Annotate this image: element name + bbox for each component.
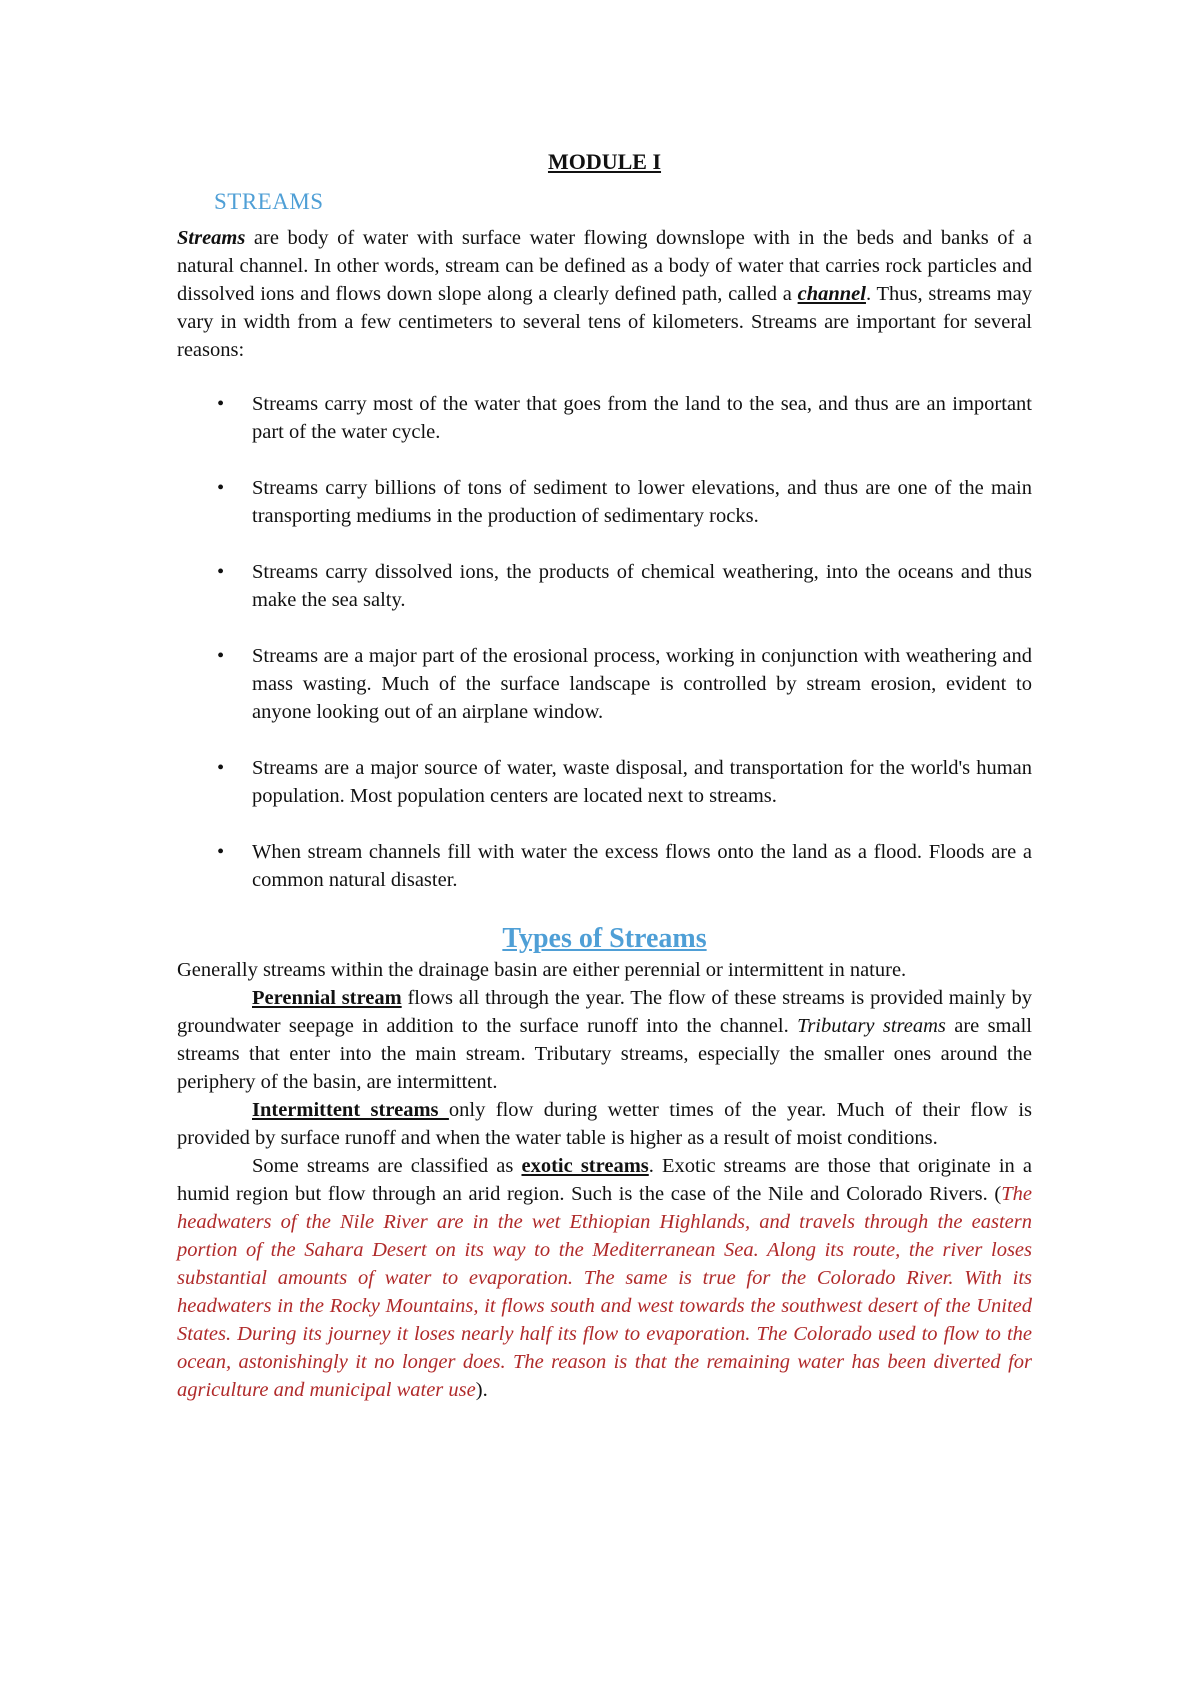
intro-text-1: are body of water with surface water flowing downslope with in the beds and banks of a natural channel. In other words, stream can be defined as a body of water that carries rock particles and dissolved ions and flows down slope along a clearly defined path, called a — [177, 227, 1032, 305]
reasons-list — [177, 390, 1032, 894]
exotic-text-1: Some streams are classified as — [252, 1155, 522, 1177]
exotic-term: exotic streams — [521, 1155, 649, 1177]
intermittent-term: Intermittent streams — [252, 1099, 449, 1121]
list-item-text: Streams carry billions of tons of sediment to lower elevations, and thus are one of the main transporting mediums in the production of sedimentary rocks. — [252, 477, 1032, 527]
exotic-example-text: The headwaters of the Nile River are in the wet Ethiopian Highlands, and travels through the eastern portion of the Sahara Desert on its way to the Mediterranean Sea. Along its route, the river loses substantial amounts of water to evaporation. The same is true for the Colorado River. With its headwaters in the Rocky Mountains, it flows south and west towards the southwest desert of the United States. During its journey it loses nearly half its flow to evaporation. The Colorado used to flow to the ocean, astonishingly it no longer does. The reason is that the remaining water has been diverted for agriculture and municipal water use — [177, 1183, 1032, 1401]
document-body — [177, 148, 1032, 1404]
tributary-term: Tributary streams — [797, 1015, 946, 1037]
list-item-text: When stream channels fill with water the excess flows onto the land as a flood. Floods are a common natural disaster. — [252, 841, 1032, 891]
exotic-text-2: . Exotic streams are those that originate in a humid region but flow through an arid region. Such is the case of the Nile and Colorado Rivers. ( — [177, 1155, 1033, 1205]
list-item — [177, 642, 1032, 726]
perennial-text-1: flows all through the year. The flow of these streams is provided mainly by groundwater seepage in addition to the surface runoff into the channel. — [177, 987, 1032, 1037]
intermittent-text: only flow during wetter times of the year. Much of their flow is provided by surface runoff and when the water table is higher as a result of moist conditions. — [177, 1099, 1033, 1149]
list-item — [177, 474, 1032, 530]
perennial-term: Perennial stream — [252, 987, 402, 1009]
bullet-icon: • — [217, 841, 225, 863]
list-item — [177, 754, 1032, 810]
bullet-icon: • — [217, 561, 225, 583]
list-item-text: Streams carry most of the water that goes from the land to the sea, and thus are an important part of the water cycle. — [252, 393, 1032, 443]
module-title: MODULE I — [547, 149, 662, 174]
bullet-icon: • — [217, 393, 225, 415]
exotic-end: ). — [475, 1379, 488, 1401]
bullet-icon: • — [217, 645, 225, 667]
general-paragraph: Generally streams within the drainage basin are either perennial or intermittent in nature. — [177, 959, 907, 981]
list-item-text: Streams are a major source of water, waste disposal, and transportation for the world's human population. Most population centers are located next to streams. — [252, 757, 1032, 807]
exotic-paragraph — [177, 1152, 1032, 1404]
list-item-text: Streams are a major part of the erosional process, working in conjunction with weathering and mass wasting. Much of the surface landscape is controlled by stream erosion, evident to anyone looking out of an airplane window. — [252, 645, 1032, 723]
list-item — [177, 558, 1032, 614]
bullet-icon: • — [217, 477, 225, 499]
list-item — [177, 838, 1032, 894]
intro-paragraph — [177, 224, 1032, 364]
perennial-text-2: are small streams that enter into the main stream. Tributary streams, especially the smaller ones around the periphery of the basin, are intermittent. — [177, 1015, 1032, 1093]
types-heading: Types of Streams — [502, 923, 707, 954]
intro-text-2: . Thus, streams may vary in width from a few centimeters to several tens of kilometers. Streams are important for several reasons: — [177, 283, 1032, 361]
section-heading-streams: STREAMS — [214, 189, 324, 214]
bullet-icon: • — [217, 757, 225, 779]
list-item — [177, 390, 1032, 446]
list-item-text: Streams carry dissolved ions, the products of chemical weathering, into the oceans and thus make the sea salty. — [252, 561, 1032, 611]
perennial-paragraph — [177, 984, 1032, 1096]
intro-term: Streams — [177, 227, 246, 249]
intermittent-paragraph — [177, 1096, 1032, 1152]
channel-term: channel — [797, 283, 866, 305]
